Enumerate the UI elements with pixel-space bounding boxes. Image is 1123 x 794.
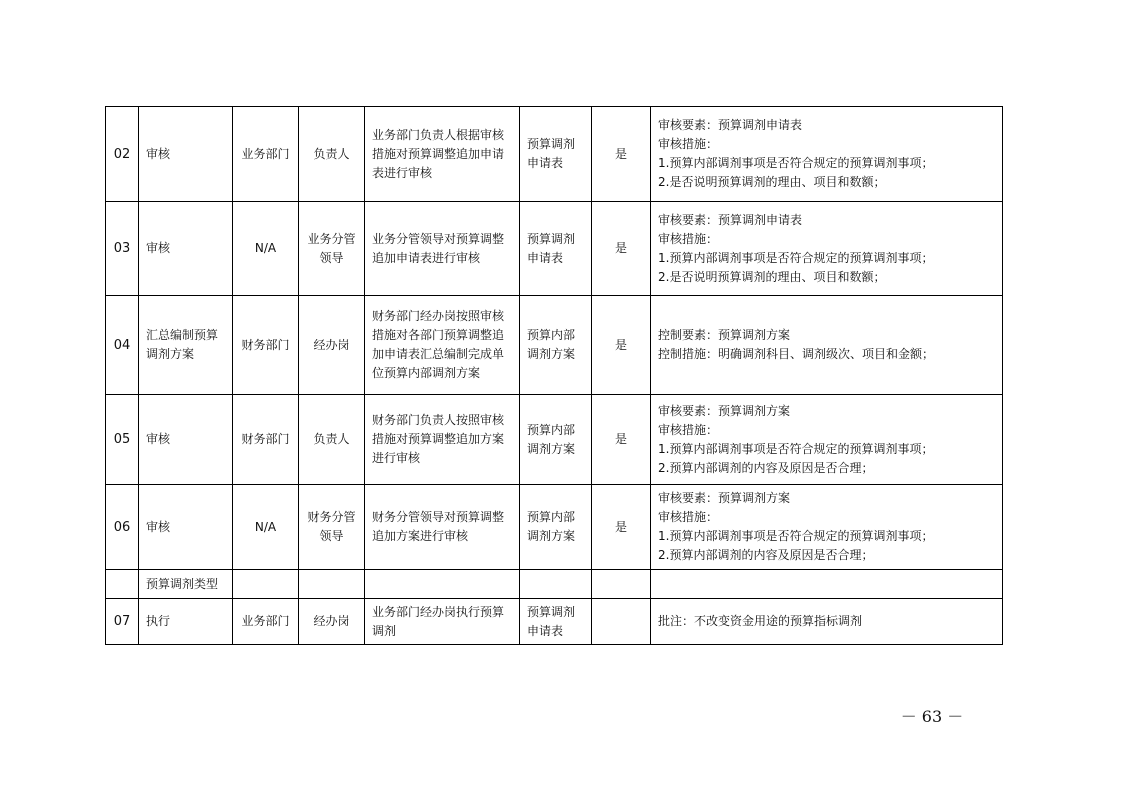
key-control-flag-cell	[592, 202, 651, 296]
step-name: 审核	[146, 241, 171, 255]
department-cell	[233, 570, 299, 599]
responsible-role: 经办岗	[313, 337, 350, 352]
key-control-flag: 是	[614, 146, 627, 161]
control-note-line: 审核措施：	[658, 137, 719, 151]
control-note-line: 2.是否说明预算调剂的理由、项目和数额；	[658, 175, 886, 189]
step-code: 05	[113, 432, 131, 447]
step-name: 执行	[146, 614, 171, 628]
control-note-line: 审核要素：预算调剂方案	[658, 491, 791, 505]
responsible-role-cell	[299, 570, 365, 599]
step-name: 审核	[146, 146, 171, 161]
table-row	[106, 599, 1003, 645]
responsible-role-cell	[299, 395, 365, 485]
step-description-cell	[365, 395, 520, 485]
related-document-cell	[520, 570, 592, 599]
control-note-line: 审核要素：预算调剂申请表	[658, 212, 803, 227]
table-body	[106, 107, 1003, 645]
department-cell	[233, 107, 299, 202]
responsible-role: 负责人	[313, 432, 350, 446]
related-document: 预算调剂申请表	[527, 604, 576, 638]
step-name: 预算调剂类型	[146, 576, 219, 591]
control-notes-cell	[651, 570, 1003, 599]
department: N/A	[254, 519, 277, 534]
department-cell	[233, 485, 299, 570]
department-cell	[233, 395, 299, 485]
department: 财务部门	[241, 337, 290, 352]
step-description: 业务部门经办岗执行预算调剂	[372, 604, 505, 638]
step-name: 审核	[146, 519, 171, 534]
control-note-line: 控制措施：明确调剂科目、调剂级次、项目和金额；	[658, 347, 935, 361]
related-document-cell	[520, 599, 592, 645]
step-name-cell	[139, 485, 233, 570]
control-note-line: 2.预算内部调剂的内容及原因是否合理；	[658, 460, 874, 475]
step-description-cell	[365, 202, 520, 296]
approval-flow-table	[105, 106, 1003, 645]
step-description-cell	[365, 296, 520, 395]
page-number: － 63 －	[900, 707, 964, 726]
related-document-cell	[520, 485, 592, 570]
step-code-cell	[106, 296, 139, 395]
control-note-line: 审核要素：预算调剂申请表	[658, 118, 803, 132]
related-document-cell	[520, 296, 592, 395]
step-name-cell	[139, 296, 233, 395]
key-control-flag: 是	[614, 337, 627, 352]
step-description-cell	[365, 485, 520, 570]
step-description: 财务部门负责人按照审核措施对预算调整追加方案进行审核	[372, 413, 505, 465]
step-code-cell	[106, 599, 139, 645]
step-name-cell	[139, 107, 233, 202]
step-name-cell	[139, 570, 233, 599]
key-control-flag-cell	[592, 485, 651, 570]
key-control-flag: 是	[614, 241, 627, 255]
responsible-role-cell	[299, 202, 365, 296]
related-document-cell	[520, 395, 592, 485]
responsible-role-cell	[299, 599, 365, 645]
key-control-flag-cell	[592, 395, 651, 485]
related-document-cell	[520, 107, 592, 202]
step-code: 06	[113, 519, 131, 535]
responsible-role-cell	[299, 296, 365, 395]
control-note-line: 1.预算内部调剂事项是否符合规定的预算调剂事项；	[658, 529, 934, 543]
responsible-role-cell	[299, 107, 365, 202]
key-control-flag-cell	[592, 107, 651, 202]
step-name: 汇总编制预算调剂方案	[146, 328, 219, 361]
step-name-cell	[139, 599, 233, 645]
control-note-line: 1.预算内部调剂事项是否符合规定的预算调剂事项；	[658, 250, 934, 265]
department-cell	[233, 599, 299, 645]
step-code: 03	[113, 241, 131, 256]
control-note-line: 审核要素：预算调剂方案	[658, 403, 791, 418]
step-description-cell	[365, 107, 520, 202]
responsible-role: 业务分管领导	[307, 231, 356, 265]
step-code: 02	[113, 146, 131, 162]
department-cell	[233, 296, 299, 395]
related-document: 预算内部调剂方案	[527, 422, 576, 456]
step-name-cell	[139, 202, 233, 296]
responsible-role: 负责人	[313, 146, 350, 161]
key-control-flag: 是	[614, 432, 627, 446]
control-note-line: 批注：不改变资金用途的预算指标调剂	[658, 614, 863, 628]
control-notes-cell	[651, 485, 1003, 570]
step-name: 审核	[146, 432, 171, 446]
department: 财务部门	[241, 432, 290, 446]
control-note-line: 审核措施：	[658, 422, 719, 437]
control-note-line: 1.预算内部调剂事项是否符合规定的预算调剂事项；	[658, 441, 934, 456]
step-code: 07	[113, 614, 131, 629]
step-description: 业务部门负责人根据审核措施对预算调整追加申请表进行审核	[372, 127, 505, 180]
step-code-cell	[106, 570, 139, 599]
key-control-flag-cell	[592, 296, 651, 395]
step-description-cell	[365, 599, 520, 645]
control-note-line: 控制要素：预算调剂方案	[658, 328, 791, 342]
key-control-flag-cell	[592, 570, 651, 599]
table-row	[106, 570, 1003, 599]
related-document: 预算内部调剂方案	[527, 510, 576, 543]
step-code-cell	[106, 485, 139, 570]
table-row	[106, 296, 1003, 395]
step-name-cell	[139, 395, 233, 485]
step-code-cell	[106, 202, 139, 296]
control-note-line: 审核措施：	[658, 510, 719, 524]
step-description-cell	[365, 570, 520, 599]
related-document: 预算调剂申请表	[527, 231, 576, 265]
control-note-line: 2.预算内部调剂的内容及原因是否合理；	[658, 548, 874, 562]
department: N/A	[254, 241, 277, 255]
table-row	[106, 485, 1003, 570]
control-note-line: 审核措施：	[658, 231, 719, 246]
department: 业务部门	[241, 614, 290, 628]
step-description: 财务分管领导对预算调整追加方案进行审核	[372, 510, 505, 543]
control-notes-cell	[651, 395, 1003, 485]
table-row	[106, 395, 1003, 485]
step-description: 财务部门经办岗按照审核措施对各部门预算调整追加申请表汇总编制完成单位预算内部调剂方案	[372, 309, 505, 380]
table-row	[106, 107, 1003, 202]
related-document: 预算内部调剂方案	[527, 328, 576, 361]
responsible-role-cell	[299, 485, 365, 570]
responsible-role: 经办岗	[313, 614, 350, 628]
related-document-cell	[520, 202, 592, 296]
control-notes-cell	[651, 107, 1003, 202]
related-document: 预算调剂申请表	[527, 137, 576, 170]
department: 业务部门	[241, 146, 290, 161]
step-code: 04	[113, 337, 131, 353]
control-notes-cell	[651, 599, 1003, 645]
control-notes-cell	[651, 296, 1003, 395]
step-description: 业务分管领导对预算调整追加申请表进行审核	[372, 231, 505, 265]
step-code-cell	[106, 107, 139, 202]
control-note-line: 2.是否说明预算调剂的理由、项目和数额；	[658, 269, 886, 284]
control-notes-cell	[651, 202, 1003, 296]
key-control-flag: 是	[614, 519, 627, 534]
control-note-line: 1.预算内部调剂事项是否符合规定的预算调剂事项；	[658, 156, 934, 170]
responsible-role: 财务分管领导	[307, 510, 356, 543]
step-code-cell	[106, 395, 139, 485]
table-row	[106, 202, 1003, 296]
department-cell	[233, 202, 299, 296]
key-control-flag-cell	[592, 599, 651, 645]
